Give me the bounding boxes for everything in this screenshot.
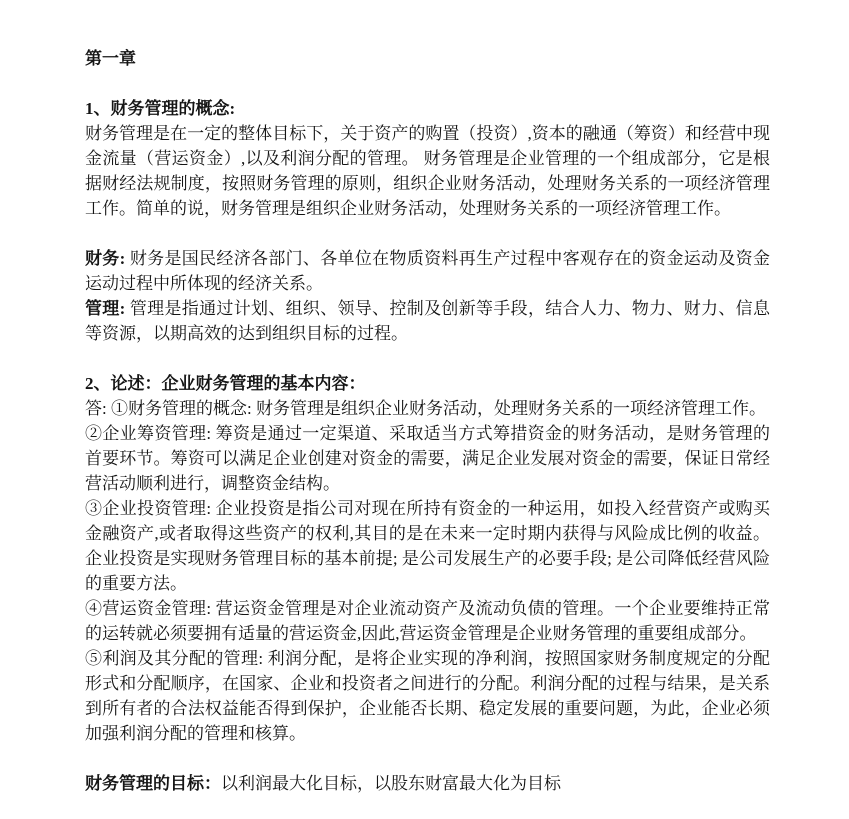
q2-answer-item-2: ②企业筹资管理: 筹资是通过一定渠道、采取适当方式筹措资金的财务活动，是财务管理的首要环节。筹资可以满足企业创建对资金的需要，满足企业发展对资金的需要，保证日常经营活动顺利进行，调整资金结构。 [85, 424, 770, 493]
goal-statement [85, 771, 770, 796]
definition-management-term: 管理: [85, 299, 126, 318]
q2-answer-item-1: 答: ①财务管理的概念: 财务管理是组织企业财务活动，处理财务关系的一项经济管理工作。 [85, 399, 766, 418]
q2-answer-item-5: ⑤利润及其分配的管理: 利润分配，是将企业实现的净利润，按照国家财务制度规定的分配形式和分配顺序，在国家、企业和投资者之间进行的分配。利润分配的过程与结果，是关系到所有者的合法权益能否得到保护，企业能否长期、稳定发展的重要问题，为此，企业必须加强利润分配的管理和核算。 [85, 649, 770, 743]
chapter-title: 第一章 [85, 49, 136, 68]
definition-finance [85, 246, 770, 296]
q2-heading: 2、论述：企业财务管理的基本内容： [85, 374, 366, 393]
q2-answer-item-4: ④营运资金管理: 营运资金管理是对企业流动资产及流动负债的管理。一个企业要维持正常的运转就必须要拥有适量的营运资金,因此,营运资金管理是企业财务管理的重要组成部分。 [85, 599, 770, 643]
q1-body: 财务管理是在一定的整体目标下，关于资产的购置（投资）,资本的融通（筹资）和经营中现金流量（营运资金）,以及利润分配的管理。 财务管理是企业管理的一个组成部分，它是根据财经法规制度，按照财务管理的原则，组织企业财务活动，处理财务关系的一项经济管理工作。简单的说，财务管理是组织企业财务活动，处理财务关系的一项经济管理工作。 [85, 124, 770, 218]
definition-management-text: 管理是指通过计划、组织、领导、控制及创新等手段，结合人力、物力、财力、信息等资源，以期高效的达到组织目标的过程。 [85, 299, 770, 343]
definition-finance-text: 财务是国民经济各部门、各单位在物质资料再生产过程中客观存在的资金运动及资金运动过程中所体现的经济关系。 [85, 249, 770, 293]
goal-text: 以利润最大化目标，以股东财富最大化为目标 [221, 774, 561, 793]
goal-label: 财务管理的目标： [85, 774, 221, 793]
definition-finance-term: 财务: [85, 249, 126, 268]
q2-answer-item-3: ③企业投资管理: 企业投资是指公司对现在所持有资金的一种运用，如投入经营资产或购买金融资产,或者取得这些资产的权利,其目的是在未来一定时期内获得与风险成比例的收益。企业投资是实现财务管理目标的基本前提; 是公司发展生产的必要手段; 是公司降低经营风险的重要方法。 [85, 499, 770, 593]
definition-management [85, 296, 770, 346]
blank-line [85, 71, 770, 96]
q1-heading: 1、财务管理的概念: [85, 99, 236, 118]
